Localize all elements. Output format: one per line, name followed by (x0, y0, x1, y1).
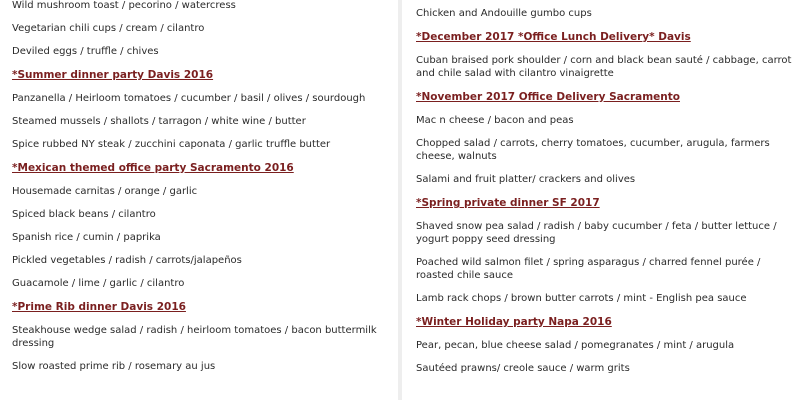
event-heading: *Spring private dinner SF 2017 (416, 197, 600, 209)
menu-item: Wild mushroom toast / pecorino / watercress (12, 0, 236, 11)
left-menu-content (12, 0, 390, 383)
menu-item: Spanish rice / cumin / paprika (12, 232, 161, 243)
menu-item: Cuban braised pork shoulder / corn and black bean sauté / cabbage, carrot and chile salad with cilantro vinaigrette (416, 55, 792, 79)
menu-item: Steakhouse wedge salad / radish / heirloom tomatoes / bacon buttermilk dressing (12, 325, 377, 349)
menu-item: Spiced black beans / cilantro (12, 209, 156, 220)
menu-item: Vegetarian chili cups / cream / cilantro (12, 23, 205, 34)
menu-item: Deviled eggs / truffle / chives (12, 46, 159, 57)
menu-item: Lamb rack chops / brown butter carrots / mint - English pea sauce (416, 293, 747, 304)
menu-item: Pear, pecan, blue cheese salad / pomegranates / mint / arugula (416, 340, 735, 351)
menu-item: Spice rubbed NY steak / zucchini caponata / garlic truffle butter (12, 139, 331, 150)
right-menu-column (404, 0, 800, 400)
event-heading: *Winter Holiday party Napa 2016 (416, 316, 612, 328)
menu-item: Shaved snow pea salad / radish / baby cucumber / feta / butter lettuce / yogurt poppy seed dressing (416, 221, 777, 245)
event-heading: *Summer dinner party Davis 2016 (12, 69, 214, 81)
event-heading: *Mexican themed office party Sacramento 2016 (12, 162, 294, 174)
menu-item: Housemade carnitas / orange / garlic (12, 186, 198, 197)
menu-item: Sautéed prawns/ creole sauce / warm grits (416, 363, 630, 374)
right-menu-content (416, 0, 794, 385)
menu-item: Pickled vegetables / radish / carrots/jalapeños (12, 255, 242, 266)
left-menu-column (0, 0, 396, 400)
event-heading: *Prime Rib dinner Davis 2016 (12, 301, 186, 313)
menu-item: Panzanella / Heirloom tomatoes / cucumber / basil / olives / sourdough (12, 93, 366, 104)
menu-item: Slow roasted prime rib / rosemary au jus (12, 361, 216, 372)
menu-item: Chicken and Andouille gumbo cups (416, 8, 592, 19)
event-heading: *November 2017 Office Delivery Sacramento (416, 91, 680, 103)
menu-item: Guacamole / lime / garlic / cilantro (12, 278, 185, 289)
event-heading: *December 2017 *Office Lunch Delivery* Davis (416, 31, 691, 43)
column-divider (398, 0, 402, 400)
menu-item: Mac n cheese / bacon and peas (416, 115, 574, 126)
menu-item: Chopped salad / carrots, cherry tomatoes, cucumber, arugula, farmers cheese, walnuts (416, 138, 770, 162)
menu-item: Salami and fruit platter/ crackers and olives (416, 174, 636, 185)
menu-item: Steamed mussels / shallots / tarragon / white wine / butter (12, 116, 306, 127)
menu-item: Poached wild salmon filet / spring asparagus / charred fennel purée / roasted chile sauce (416, 257, 761, 281)
